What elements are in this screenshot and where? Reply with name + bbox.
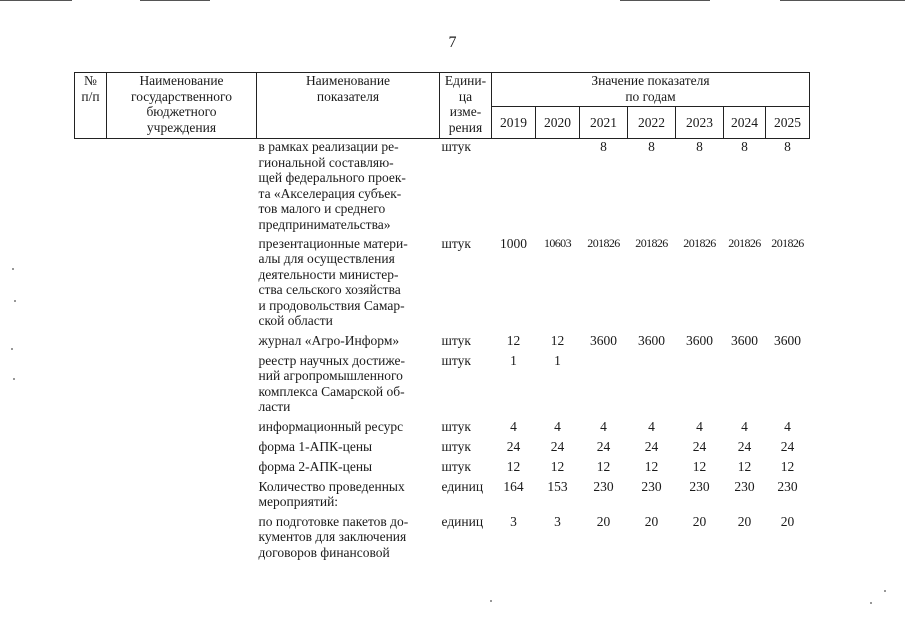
cell-value: 24 — [550, 438, 565, 454]
cell-institution — [107, 419, 257, 439]
indicator-name-line: договоров финансовой — [258, 544, 390, 560]
cell-value: 230 — [777, 478, 798, 494]
indicator-name-line: Количество проведенных — [258, 478, 405, 494]
cell-value: 12 — [596, 458, 611, 474]
cell-value: 12 — [550, 332, 565, 348]
cell-value: 3600 — [638, 332, 665, 348]
cell-value: 1 — [554, 352, 561, 368]
cell-value: 24 — [644, 438, 659, 454]
cell-indicator-name — [257, 139, 440, 236]
cell-value: 24 — [737, 438, 752, 454]
cell-value: 24 — [596, 438, 611, 454]
cell-unit: штук — [441, 458, 471, 474]
cell-value: 20 — [737, 513, 752, 529]
cell-value: 12 — [644, 458, 659, 474]
indicator-name-line: предпринимательства» — [258, 216, 391, 232]
cell-unit: единиц — [441, 513, 484, 529]
indicator-name-line: ласти — [258, 399, 291, 414]
cell-value — [536, 139, 580, 236]
cell-value: 3 — [554, 513, 561, 529]
indicator-name-line: тов малого и среднего — [258, 201, 386, 216]
table-row — [75, 459, 810, 479]
cell-num — [75, 419, 107, 439]
indicator-name-line: по подготовке пакетов до- — [258, 513, 409, 529]
cell-unit: штук — [441, 438, 471, 454]
cell-institution — [107, 236, 257, 333]
cell-value: 201826 — [728, 235, 761, 250]
indicator-name-line: мероприятий: — [258, 494, 339, 509]
cell-value: 4 — [600, 418, 607, 434]
cell-value: 12 — [692, 458, 707, 474]
cell-value: 201826 — [771, 235, 804, 250]
cell-value: 24 — [780, 438, 795, 454]
cell-unit: штук — [441, 352, 471, 368]
scan-speck — [12, 268, 14, 270]
cell-value: 24 — [692, 438, 707, 454]
cell-institution — [107, 514, 257, 565]
cell-value: 1000 — [500, 235, 527, 251]
cell-value: 24 — [506, 438, 521, 454]
header-year: 2025 — [766, 107, 810, 139]
scan-speck — [490, 600, 492, 602]
table-row — [75, 514, 810, 565]
indicator-name-line: журнал «Агро-Информ» — [258, 332, 400, 348]
cell-value: 12 — [550, 458, 565, 474]
cell-value — [492, 139, 536, 236]
indicator-table — [74, 72, 810, 564]
cell-num — [75, 439, 107, 459]
cell-unit: штук — [441, 139, 471, 154]
cell-value: 8 — [648, 139, 655, 154]
cell-value — [628, 353, 676, 419]
cell-indicator-name — [257, 419, 440, 439]
cell-indicator-name — [257, 236, 440, 333]
cell-value — [724, 353, 766, 419]
cell-value: 4 — [510, 418, 517, 434]
cell-indicator-name — [257, 514, 440, 565]
indicator-name-line: та «Акселерация субъек- — [258, 185, 402, 201]
indicator-name-line: гиональной составляю- — [258, 154, 394, 170]
cell-num — [75, 333, 107, 353]
header-year: 2019 — [492, 107, 536, 139]
scan-speck — [13, 378, 15, 380]
cell-value: 8 — [696, 139, 703, 154]
indicator-name-line: щей федерального проек- — [258, 170, 406, 185]
cell-institution — [107, 479, 257, 514]
indicator-name-line: форма 1-АПК-цены — [258, 438, 373, 454]
cell-value: 10603 — [543, 235, 571, 250]
cell-value: 3 — [510, 513, 517, 529]
cell-value: 230 — [641, 478, 662, 494]
page-edge-line — [0, 0, 72, 1]
cell-value: 12 — [506, 458, 521, 474]
indicator-name-line: реестр научных достиже- — [258, 352, 405, 368]
indicator-name-line: форма 2-АПК-цены — [258, 458, 373, 474]
cell-value: 230 — [689, 478, 710, 494]
cell-value: 12 — [737, 458, 752, 474]
table-header — [75, 73, 810, 139]
header-num: № п/п — [75, 73, 107, 139]
indicator-name-line: ства сельского хозяйства — [258, 282, 401, 297]
page-edge-line — [780, 0, 905, 1]
page-edge-line — [620, 0, 710, 1]
cell-value: 3600 — [731, 332, 758, 348]
cell-value: 4 — [696, 418, 703, 434]
indicator-name-line: ской области — [258, 313, 333, 328]
cell-value: 20 — [596, 513, 611, 529]
cell-value: 3600 — [774, 332, 801, 348]
indicator-name-line: алы для осуществления — [258, 251, 395, 266]
scan-speck — [884, 590, 886, 592]
table-row — [75, 139, 810, 236]
cell-indicator-name — [257, 459, 440, 479]
cell-value: 201826 — [635, 235, 668, 250]
cell-value: 3600 — [590, 332, 617, 348]
cell-value: 201826 — [683, 235, 716, 250]
indicator-name-line: комплекса Самарской об- — [258, 383, 405, 399]
cell-value: 20 — [644, 513, 659, 529]
cell-num — [75, 139, 107, 236]
cell-value: 4 — [784, 418, 791, 434]
header-values-title: Значение показателя по годам — [492, 73, 810, 107]
header-indicator: Наименование показателя — [257, 73, 440, 139]
cell-value: 20 — [780, 513, 795, 529]
table-row — [75, 439, 810, 459]
table-row — [75, 333, 810, 353]
cell-num — [75, 514, 107, 565]
header-institution: Наименование государственного бюджетного учреждения — [107, 73, 257, 139]
scan-speck — [11, 348, 13, 350]
table-row — [75, 419, 810, 439]
cell-value: 230 — [593, 478, 614, 494]
cell-indicator-name — [257, 353, 440, 419]
scan-speck — [14, 300, 16, 302]
header-year: 2022 — [628, 107, 676, 139]
indicator-name-line: ний агропромышленного — [258, 368, 403, 383]
cell-value: 153 — [547, 478, 568, 494]
page-number: 7 — [448, 34, 457, 51]
cell-value: 201826 — [587, 235, 620, 250]
cell-value: 4 — [554, 418, 561, 434]
cell-value: 12 — [506, 332, 521, 348]
cell-value — [766, 353, 810, 419]
cell-value: 4 — [741, 418, 748, 434]
table-row — [75, 353, 810, 419]
cell-num — [75, 459, 107, 479]
cell-institution — [107, 459, 257, 479]
cell-value — [580, 353, 628, 419]
indicator-name-line: презентационные матери- — [258, 235, 408, 251]
cell-value: 3600 — [686, 332, 713, 348]
cell-value: 12 — [780, 458, 795, 474]
cell-value: 8 — [600, 139, 607, 154]
header-year: 2021 — [580, 107, 628, 139]
scan-speck — [870, 602, 872, 604]
cell-institution — [107, 439, 257, 459]
cell-num — [75, 353, 107, 419]
cell-unit: единиц — [441, 478, 484, 494]
table-body — [75, 139, 810, 565]
table-row — [75, 236, 810, 333]
cell-value — [676, 353, 724, 419]
cell-indicator-name — [257, 333, 440, 353]
cell-unit: штук — [441, 418, 471, 434]
cell-institution — [107, 353, 257, 419]
indicator-name-line: и продовольствия Самар- — [258, 297, 405, 313]
cell-num — [75, 236, 107, 333]
cell-value: 4 — [648, 418, 655, 434]
page-edge-line — [140, 0, 210, 1]
cell-value: 20 — [692, 513, 707, 529]
header-unit: Едини- ца изме- рения — [440, 73, 492, 139]
cell-num — [75, 479, 107, 514]
cell-value: 230 — [734, 478, 755, 494]
cell-indicator-name — [257, 439, 440, 459]
header-year: 2023 — [676, 107, 724, 139]
cell-unit: штук — [441, 235, 471, 251]
indicator-name-line: деятельности министер- — [258, 266, 399, 282]
cell-indicator-name — [257, 479, 440, 514]
cell-value: 1 — [510, 352, 517, 368]
cell-value: 8 — [741, 139, 748, 154]
table-row — [75, 479, 810, 514]
header-year: 2020 — [536, 107, 580, 139]
indicator-name-line: информационный ресурс — [258, 418, 404, 434]
cell-unit: штук — [441, 332, 471, 348]
header-year: 2024 — [724, 107, 766, 139]
indicator-name-line: кументов для заключения — [258, 529, 407, 544]
indicator-name-line: в рамках реализации ре- — [258, 139, 399, 154]
cell-institution — [107, 333, 257, 353]
cell-value: 8 — [784, 139, 791, 154]
cell-value: 164 — [503, 478, 524, 494]
cell-institution — [107, 139, 257, 236]
